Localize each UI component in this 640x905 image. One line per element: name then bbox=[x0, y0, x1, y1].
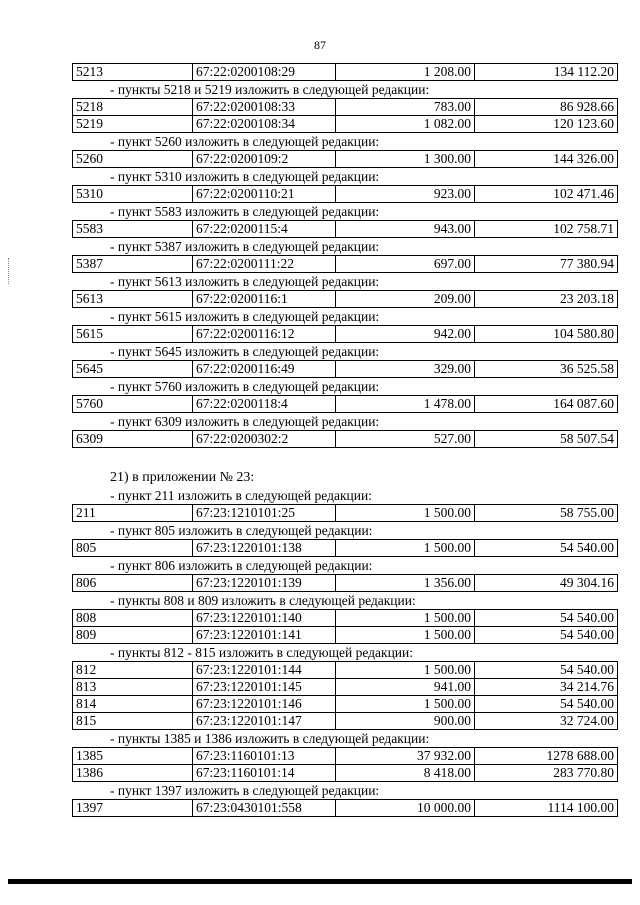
table-row bbox=[73, 326, 618, 343]
value-cell: 102 758.71 bbox=[475, 221, 618, 238]
item-number-cell: 1397 bbox=[73, 800, 193, 817]
document-content bbox=[72, 63, 617, 817]
section-heading: 21) в приложении № 23: bbox=[110, 470, 255, 485]
value-cell: 120 123.60 bbox=[475, 116, 618, 133]
cadastral-number-cell: 67:23:1220101:145 bbox=[193, 679, 336, 696]
item-number-cell: 812 bbox=[73, 662, 193, 679]
value-cell: 104 580.80 bbox=[475, 326, 618, 343]
page-number: 87 bbox=[314, 38, 326, 52]
parcel-table bbox=[72, 360, 618, 378]
table-row bbox=[73, 627, 618, 644]
value-cell: 36 525.58 bbox=[475, 361, 618, 378]
area-cell: 941.00 bbox=[336, 679, 475, 696]
parcel-table bbox=[72, 185, 618, 203]
value-cell: 1114 100.00 bbox=[475, 800, 618, 817]
area-cell: 527.00 bbox=[336, 431, 475, 448]
item-number-cell: 5260 bbox=[73, 151, 193, 168]
value-cell: 54 540.00 bbox=[475, 627, 618, 644]
cadastral-number-cell: 67:23:0430101:558 bbox=[193, 800, 336, 817]
item-number-cell: 805 bbox=[73, 540, 193, 557]
area-cell: 37 932.00 bbox=[336, 748, 475, 765]
table-row bbox=[73, 713, 618, 730]
item-number-cell: 808 bbox=[73, 610, 193, 627]
item-number-cell: 5613 bbox=[73, 291, 193, 308]
table-row bbox=[73, 256, 618, 273]
cadastral-number-cell: 67:23:1220101:146 bbox=[193, 696, 336, 713]
item-number-cell: 5760 bbox=[73, 396, 193, 413]
cadastral-number-cell: 67:22:0200302:2 bbox=[193, 431, 336, 448]
table-row bbox=[73, 748, 618, 765]
cadastral-number-cell: 67:23:1220101:144 bbox=[193, 662, 336, 679]
amendment-instruction: - пункт 805 изложить в следующей редакции: bbox=[110, 523, 373, 538]
value-cell: 54 540.00 bbox=[475, 696, 618, 713]
cadastral-number-cell: 67:23:1220101:139 bbox=[193, 575, 336, 592]
value-cell: 32 724.00 bbox=[475, 713, 618, 730]
area-cell: 943.00 bbox=[336, 221, 475, 238]
area-cell: 1 208.00 bbox=[336, 64, 475, 81]
item-number-cell: 1386 bbox=[73, 765, 193, 782]
area-cell: 10 000.00 bbox=[336, 800, 475, 817]
item-number-cell: 815 bbox=[73, 713, 193, 730]
item-number-cell: 5615 bbox=[73, 326, 193, 343]
cadastral-number-cell: 67:23:1160101:14 bbox=[193, 765, 336, 782]
item-number-cell: 5219 bbox=[73, 116, 193, 133]
amendment-instruction: - пункты 808 и 809 изложить в следующей редакции: bbox=[110, 593, 416, 608]
cadastral-number-cell: 67:23:1220101:138 bbox=[193, 540, 336, 557]
table-row bbox=[73, 186, 618, 203]
cadastral-number-cell: 67:22:0200109:2 bbox=[193, 151, 336, 168]
cadastral-number-cell: 67:23:1220101:141 bbox=[193, 627, 336, 644]
parcel-table bbox=[72, 430, 618, 448]
table-row bbox=[73, 696, 618, 713]
amendment-instruction: - пункты 5218 и 5219 изложить в следующей редакции: bbox=[110, 82, 430, 97]
cadastral-number-cell: 67:23:1160101:13 bbox=[193, 748, 336, 765]
area-cell: 1 500.00 bbox=[336, 610, 475, 627]
table-row bbox=[73, 361, 618, 378]
parcel-table bbox=[72, 747, 618, 782]
item-number-cell: 5387 bbox=[73, 256, 193, 273]
item-number-cell: 806 bbox=[73, 575, 193, 592]
cadastral-number-cell: 67:22:0200116:49 bbox=[193, 361, 336, 378]
parcel-table bbox=[72, 574, 618, 592]
cadastral-number-cell: 67:22:0200116:1 bbox=[193, 291, 336, 308]
amendment-instruction: - пункт 5613 изложить в следующей редакции: bbox=[110, 274, 380, 289]
area-cell: 1 500.00 bbox=[336, 696, 475, 713]
value-cell: 34 214.76 bbox=[475, 679, 618, 696]
parcel-table bbox=[72, 539, 618, 557]
table-row bbox=[73, 610, 618, 627]
parcel-table bbox=[72, 150, 618, 168]
table-row bbox=[73, 505, 618, 522]
item-number-cell: 1385 bbox=[73, 748, 193, 765]
area-cell: 1 300.00 bbox=[336, 151, 475, 168]
item-number-cell: 809 bbox=[73, 627, 193, 644]
value-cell: 1278 688.00 bbox=[475, 748, 618, 765]
cadastral-number-cell: 67:22:0200108:34 bbox=[193, 116, 336, 133]
amendment-instruction: - пункт 5615 изложить в следующей редакции: bbox=[110, 309, 380, 324]
value-cell: 23 203.18 bbox=[475, 291, 618, 308]
table-row bbox=[73, 99, 618, 116]
value-cell: 54 540.00 bbox=[475, 610, 618, 627]
cadastral-number-cell: 67:23:1220101:147 bbox=[193, 713, 336, 730]
area-cell: 942.00 bbox=[336, 326, 475, 343]
table-row bbox=[73, 396, 618, 413]
area-cell: 1 082.00 bbox=[336, 116, 475, 133]
amendment-instruction: - пункт 211 изложить в следующей редакции: bbox=[110, 488, 372, 503]
item-number-cell: 814 bbox=[73, 696, 193, 713]
table-row bbox=[73, 800, 618, 817]
value-cell: 54 540.00 bbox=[475, 540, 618, 557]
value-cell: 86 928.66 bbox=[475, 99, 618, 116]
table-row bbox=[73, 765, 618, 782]
cadastral-number-cell: 67:22:0200118:4 bbox=[193, 396, 336, 413]
parcel-table bbox=[72, 290, 618, 308]
parcel-table bbox=[72, 609, 618, 644]
value-cell: 54 540.00 bbox=[475, 662, 618, 679]
table-row bbox=[73, 64, 618, 81]
amendment-instruction: - пункт 806 изложить в следующей редакции: bbox=[110, 558, 373, 573]
amendment-instruction: - пункт 1397 изложить в следующей редакции: bbox=[110, 783, 380, 798]
value-cell: 164 087.60 bbox=[475, 396, 618, 413]
area-cell: 209.00 bbox=[336, 291, 475, 308]
cadastral-number-cell: 67:22:0200116:12 bbox=[193, 326, 336, 343]
value-cell: 283 770.80 bbox=[475, 765, 618, 782]
value-cell: 144 326.00 bbox=[475, 151, 618, 168]
table-row bbox=[73, 151, 618, 168]
parcel-table bbox=[72, 799, 618, 817]
cadastral-number-cell: 67:23:1220101:140 bbox=[193, 610, 336, 627]
amendment-instruction: - пункт 6309 изложить в следующей редакции: bbox=[110, 414, 380, 429]
item-number-cell: 211 bbox=[73, 505, 193, 522]
item-number-cell: 5583 bbox=[73, 221, 193, 238]
parcel-table bbox=[72, 63, 618, 81]
area-cell: 923.00 bbox=[336, 186, 475, 203]
cadastral-number-cell: 67:23:1210101:25 bbox=[193, 505, 336, 522]
cadastral-number-cell: 67:22:0200108:29 bbox=[193, 64, 336, 81]
table-row bbox=[73, 431, 618, 448]
value-cell: 58 507.54 bbox=[475, 431, 618, 448]
item-number-cell: 813 bbox=[73, 679, 193, 696]
amendment-instruction: - пункт 5760 изложить в следующей редакции: bbox=[110, 379, 380, 394]
area-cell: 697.00 bbox=[336, 256, 475, 273]
value-cell: 102 471.46 bbox=[475, 186, 618, 203]
table-row bbox=[73, 662, 618, 679]
value-cell: 58 755.00 bbox=[475, 505, 618, 522]
parcel-table bbox=[72, 395, 618, 413]
parcel-table bbox=[72, 661, 618, 730]
table-row bbox=[73, 221, 618, 238]
area-cell: 1 500.00 bbox=[336, 662, 475, 679]
amendment-instruction: - пункты 812 - 815 изложить в следующей редакции: bbox=[110, 645, 413, 660]
item-number-cell: 5218 bbox=[73, 99, 193, 116]
parcel-table bbox=[72, 504, 618, 522]
amendment-instruction: - пункт 5645 изложить в следующей редакции: bbox=[110, 344, 380, 359]
area-cell: 1 356.00 bbox=[336, 575, 475, 592]
parcel-table bbox=[72, 220, 618, 238]
amendment-instruction: - пункт 5310 изложить в следующей редакции: bbox=[110, 169, 380, 184]
parcel-table bbox=[72, 325, 618, 343]
amendment-instruction: - пункт 5387 изложить в следующей редакции: bbox=[110, 239, 380, 254]
area-cell: 329.00 bbox=[336, 361, 475, 378]
cadastral-number-cell: 67:22:0200111:22 bbox=[193, 256, 336, 273]
table-row bbox=[73, 540, 618, 557]
item-number-cell: 5310 bbox=[73, 186, 193, 203]
parcel-table bbox=[72, 98, 618, 133]
area-cell: 1 500.00 bbox=[336, 540, 475, 557]
bottom-rule bbox=[8, 879, 632, 884]
amendment-instruction: - пункты 1385 и 1386 изложить в следующей редакции: bbox=[110, 731, 430, 746]
item-number-cell: 6309 bbox=[73, 431, 193, 448]
cadastral-number-cell: 67:22:0200115:4 bbox=[193, 221, 336, 238]
area-cell: 783.00 bbox=[336, 99, 475, 116]
table-row bbox=[73, 116, 618, 133]
value-cell: 77 380.94 bbox=[475, 256, 618, 273]
area-cell: 1 478.00 bbox=[336, 396, 475, 413]
area-cell: 8 418.00 bbox=[336, 765, 475, 782]
parcel-table bbox=[72, 255, 618, 273]
table-row bbox=[73, 291, 618, 308]
cadastral-number-cell: 67:22:0200110:21 bbox=[193, 186, 336, 203]
cadastral-number-cell: 67:22:0200108:33 bbox=[193, 99, 336, 116]
value-cell: 49 304.16 bbox=[475, 575, 618, 592]
item-number-cell: 5213 bbox=[73, 64, 193, 81]
value-cell: 134 112.20 bbox=[475, 64, 618, 81]
amendment-instruction: - пункт 5260 изложить в следующей редакции: bbox=[110, 134, 380, 149]
area-cell: 1 500.00 bbox=[336, 627, 475, 644]
table-row bbox=[73, 575, 618, 592]
table-row bbox=[73, 679, 618, 696]
amendment-instruction: - пункт 5583 изложить в следующей редакции: bbox=[110, 204, 380, 219]
item-number-cell: 5645 bbox=[73, 361, 193, 378]
area-cell: 900.00 bbox=[336, 713, 475, 730]
margin-mark bbox=[8, 258, 9, 284]
area-cell: 1 500.00 bbox=[336, 505, 475, 522]
